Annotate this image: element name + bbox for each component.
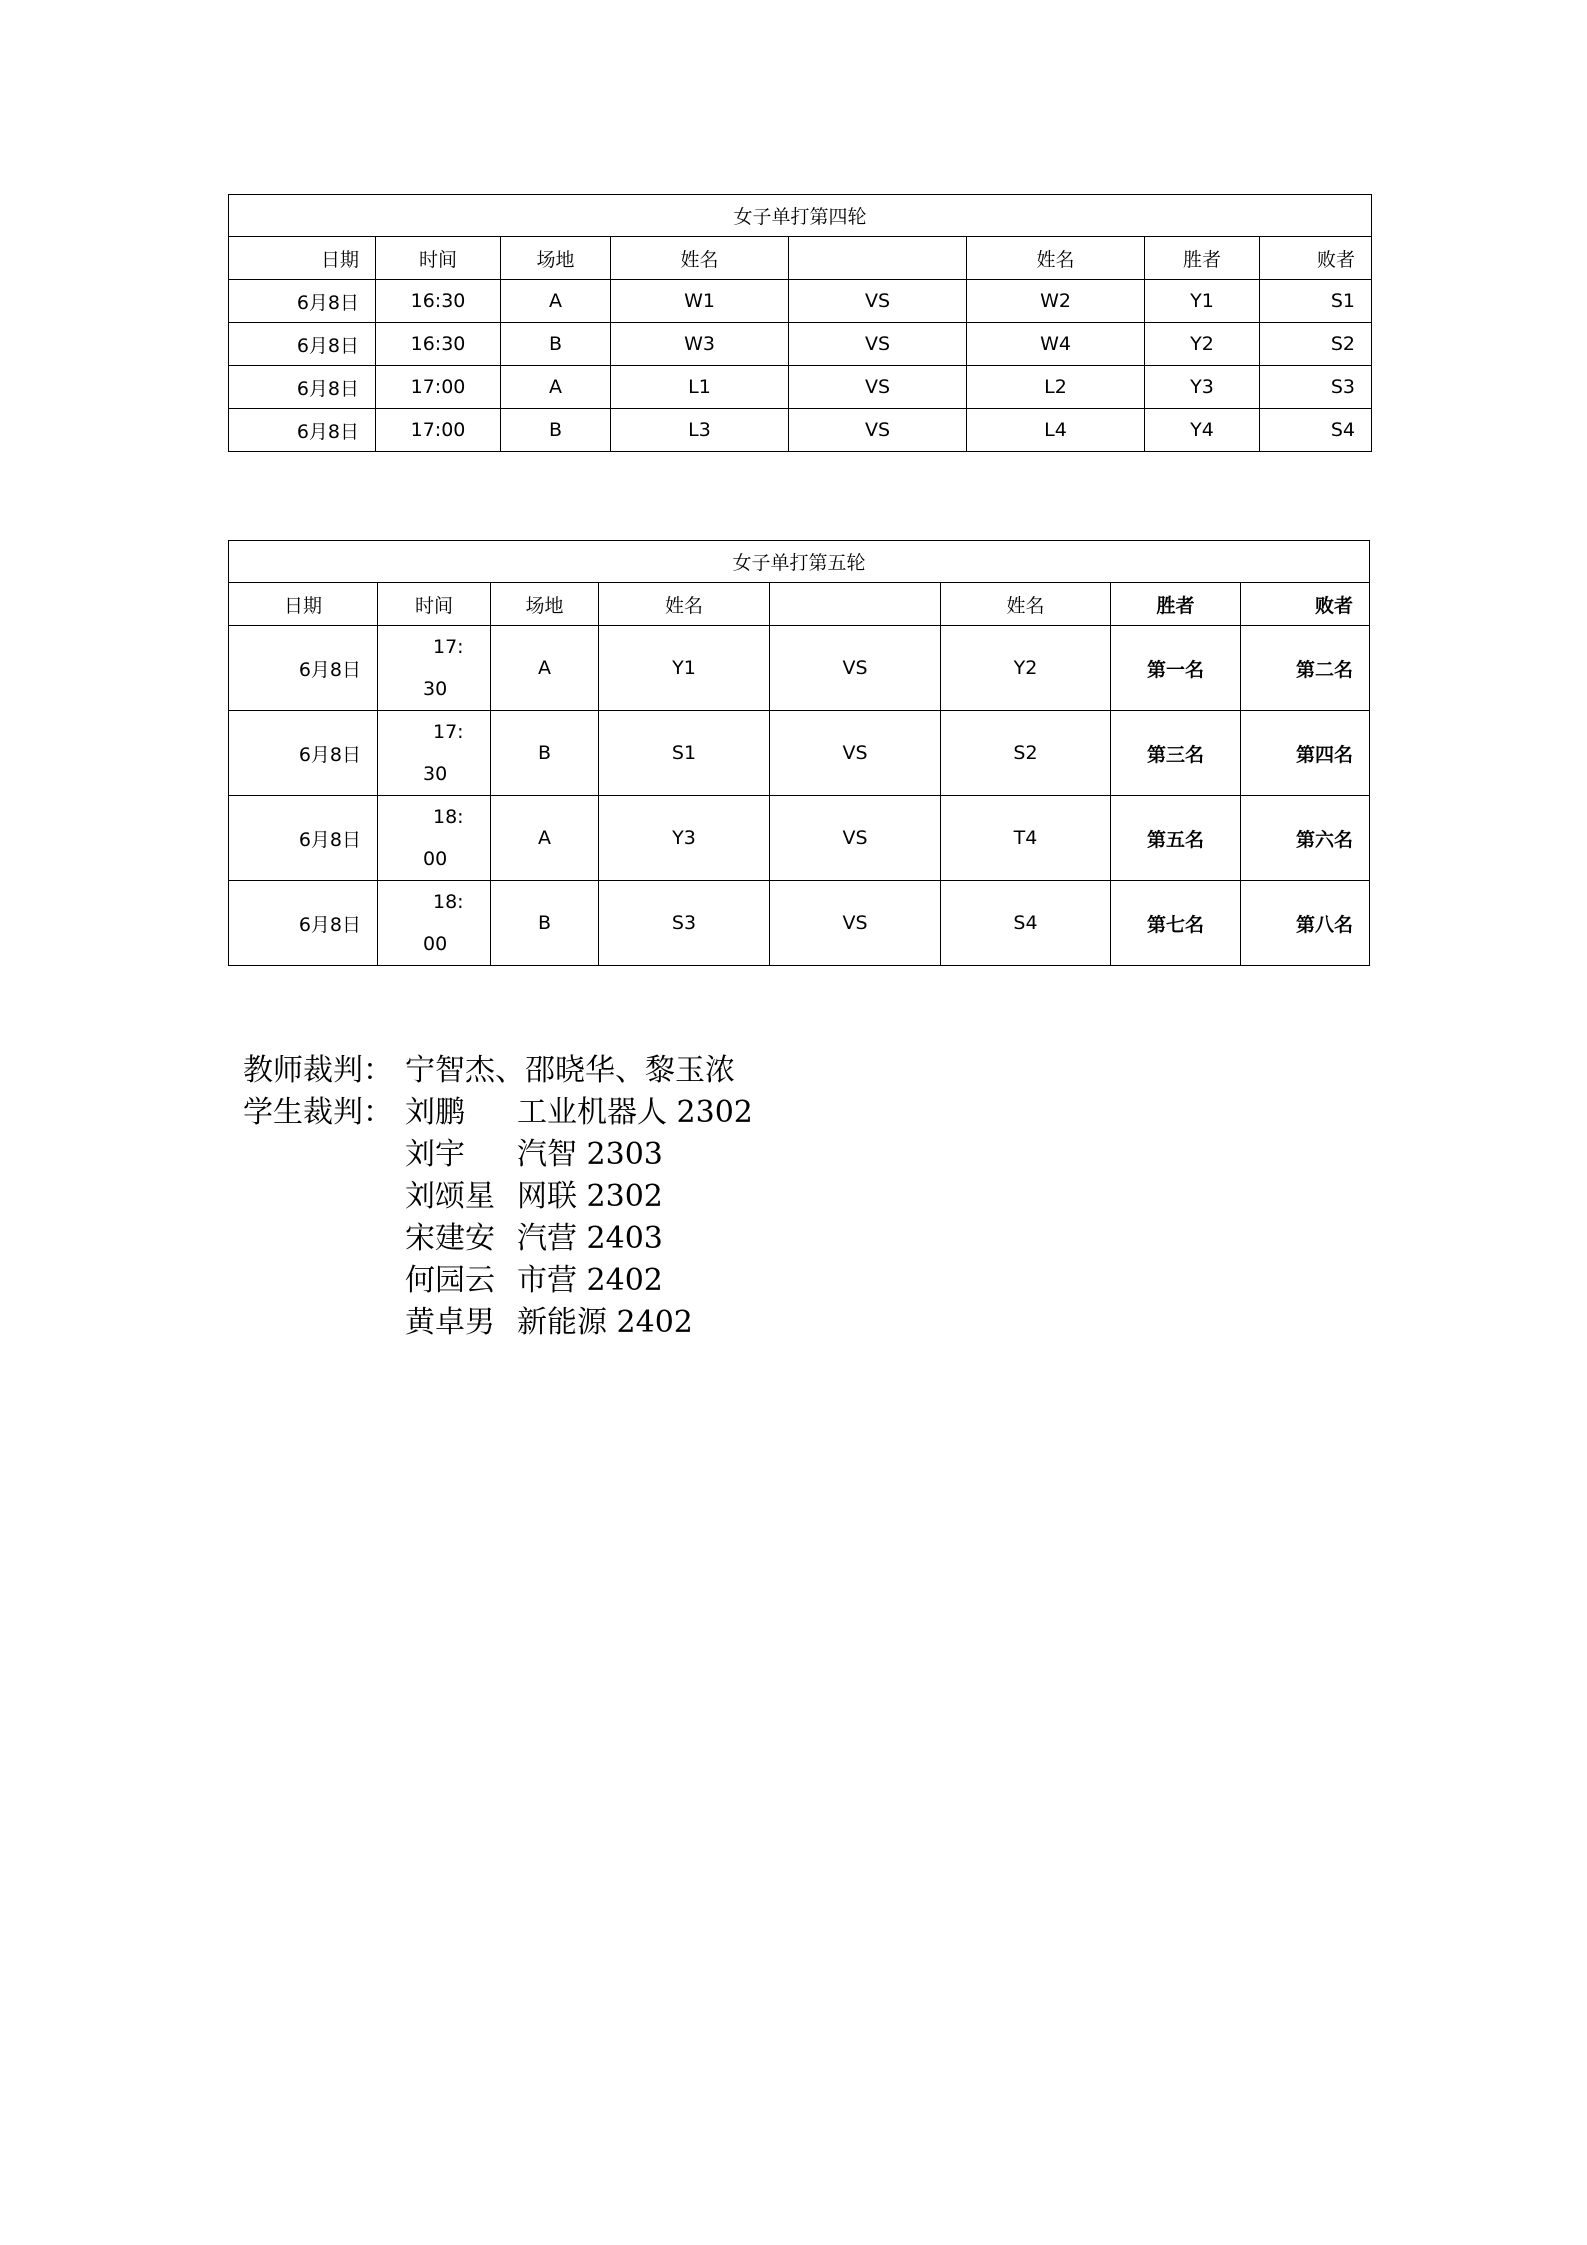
teacher-referees-names: 宁智杰、邵晓华、黎玉浓 bbox=[405, 1053, 735, 1088]
cell-player1: L1 bbox=[611, 366, 789, 409]
student-referee-class: 新能源 2402 bbox=[517, 1305, 693, 1340]
cell-player1: L3 bbox=[611, 409, 789, 452]
header-winner: 胜者 bbox=[1111, 583, 1241, 626]
round4-title: 女子单打第四轮 bbox=[229, 195, 1372, 237]
table-row bbox=[229, 366, 1372, 409]
cell-player1: S1 bbox=[599, 711, 770, 796]
round4-schedule-table bbox=[228, 194, 1372, 452]
cell-loser: 第六名 bbox=[1241, 796, 1370, 881]
cell-time: 16:30 bbox=[376, 323, 501, 366]
header-time: 时间 bbox=[378, 583, 491, 626]
cell-court: A bbox=[491, 626, 599, 711]
header-loser: 败者 bbox=[1260, 237, 1372, 280]
time-part: 17: bbox=[433, 636, 464, 658]
cell-player2: S4 bbox=[941, 881, 1111, 966]
table-row bbox=[229, 796, 1370, 881]
cell-time bbox=[378, 881, 491, 966]
cell-vs: VS bbox=[770, 711, 941, 796]
cell-date: 6月8日 bbox=[229, 881, 378, 966]
cell-loser: S2 bbox=[1260, 323, 1372, 366]
header-player1: 姓名 bbox=[611, 237, 789, 280]
cell-player2: T4 bbox=[941, 796, 1111, 881]
student-referee-line bbox=[243, 1134, 753, 1176]
cell-player1: S3 bbox=[599, 881, 770, 966]
cell-winner: 第三名 bbox=[1111, 711, 1241, 796]
table-row bbox=[229, 626, 1370, 711]
cell-vs: VS bbox=[789, 409, 967, 452]
header-court: 场地 bbox=[491, 583, 599, 626]
cell-court: A bbox=[491, 796, 599, 881]
cell-player2: S2 bbox=[941, 711, 1111, 796]
cell-player2: Y2 bbox=[941, 626, 1111, 711]
table-header-row bbox=[229, 583, 1370, 626]
cell-loser: S3 bbox=[1260, 366, 1372, 409]
cell-date: 6月8日 bbox=[229, 796, 378, 881]
student-referee-name: 宋建安 bbox=[405, 1221, 495, 1256]
cell-date: 6月8日 bbox=[229, 280, 376, 323]
cell-time: 17:00 bbox=[376, 366, 501, 409]
header-loser: 败者 bbox=[1241, 583, 1370, 626]
student-referee-class: 市营 2402 bbox=[517, 1263, 663, 1298]
student-referee-line bbox=[243, 1176, 753, 1218]
cell-player1: Y3 bbox=[599, 796, 770, 881]
cell-winner: Y4 bbox=[1145, 409, 1260, 452]
time-part: 30 bbox=[423, 763, 448, 785]
table-header-row bbox=[229, 237, 1372, 280]
student-referee-name: 刘鹏 bbox=[405, 1095, 465, 1130]
student-referee-class: 汽营 2403 bbox=[517, 1221, 663, 1256]
cell-player2: L2 bbox=[967, 366, 1145, 409]
header-court: 场地 bbox=[501, 237, 611, 280]
cell-loser: S4 bbox=[1260, 409, 1372, 452]
cell-court: B bbox=[491, 881, 599, 966]
header-player2: 姓名 bbox=[941, 583, 1111, 626]
header-player1: 姓名 bbox=[599, 583, 770, 626]
cell-date: 6月8日 bbox=[229, 366, 376, 409]
cell-winner: 第一名 bbox=[1111, 626, 1241, 711]
cell-date: 6月8日 bbox=[229, 626, 378, 711]
header-winner: 胜者 bbox=[1145, 237, 1260, 280]
cell-player2: W4 bbox=[967, 323, 1145, 366]
time-part: 18: bbox=[433, 891, 464, 913]
cell-vs: VS bbox=[770, 626, 941, 711]
cell-court: B bbox=[491, 711, 599, 796]
table-row bbox=[229, 280, 1372, 323]
cell-winner: Y1 bbox=[1145, 280, 1260, 323]
time-part: 17: bbox=[433, 721, 464, 743]
cell-loser: 第四名 bbox=[1241, 711, 1370, 796]
cell-vs: VS bbox=[789, 280, 967, 323]
cell-court: B bbox=[501, 409, 611, 452]
student-referee-class: 网联 2302 bbox=[517, 1179, 663, 1214]
cell-court: B bbox=[501, 323, 611, 366]
header-player2: 姓名 bbox=[967, 237, 1145, 280]
round5-schedule-table bbox=[228, 540, 1370, 966]
table-title-row bbox=[229, 541, 1370, 583]
student-referee-class: 工业机器人 2302 bbox=[517, 1095, 753, 1130]
cell-vs: VS bbox=[770, 881, 941, 966]
cell-winner: 第七名 bbox=[1111, 881, 1241, 966]
cell-time bbox=[378, 711, 491, 796]
cell-date: 6月8日 bbox=[229, 323, 376, 366]
table-row bbox=[229, 711, 1370, 796]
student-referee-name: 刘宇 bbox=[405, 1137, 465, 1172]
student-referee-name: 何园云 bbox=[405, 1263, 495, 1298]
student-referee-line bbox=[243, 1260, 753, 1302]
table-row bbox=[229, 323, 1372, 366]
header-date: 日期 bbox=[229, 237, 376, 280]
student-referee-line bbox=[243, 1092, 753, 1134]
header-blank bbox=[770, 583, 941, 626]
cell-player2: L4 bbox=[967, 409, 1145, 452]
table-title-row bbox=[229, 195, 1372, 237]
teacher-referees-label: 教师裁判： bbox=[243, 1053, 393, 1088]
time-part: 18: bbox=[433, 806, 464, 828]
cell-vs: VS bbox=[770, 796, 941, 881]
student-referee-class: 汽智 2303 bbox=[517, 1137, 663, 1172]
student-referee-line bbox=[243, 1218, 753, 1260]
cell-vs: VS bbox=[789, 366, 967, 409]
cell-loser: 第八名 bbox=[1241, 881, 1370, 966]
student-referees-label: 学生裁判： bbox=[243, 1095, 393, 1130]
cell-player1: W3 bbox=[611, 323, 789, 366]
cell-court: A bbox=[501, 280, 611, 323]
cell-loser: S1 bbox=[1260, 280, 1372, 323]
cell-date: 6月8日 bbox=[229, 409, 376, 452]
cell-time bbox=[378, 796, 491, 881]
header-date: 日期 bbox=[229, 583, 378, 626]
cell-time bbox=[378, 626, 491, 711]
referees-section bbox=[243, 1050, 753, 1344]
cell-time: 17:00 bbox=[376, 409, 501, 452]
table-row bbox=[229, 881, 1370, 966]
header-blank bbox=[789, 237, 967, 280]
time-part: 30 bbox=[423, 678, 448, 700]
cell-winner: Y2 bbox=[1145, 323, 1260, 366]
cell-winner: 第五名 bbox=[1111, 796, 1241, 881]
cell-loser: 第二名 bbox=[1241, 626, 1370, 711]
cell-vs: VS bbox=[789, 323, 967, 366]
cell-court: A bbox=[501, 366, 611, 409]
time-part: 00 bbox=[423, 933, 448, 955]
cell-player1: Y1 bbox=[599, 626, 770, 711]
student-referee-name: 黄卓男 bbox=[405, 1305, 495, 1340]
table-row bbox=[229, 409, 1372, 452]
student-referee-line bbox=[243, 1302, 753, 1344]
cell-time: 16:30 bbox=[376, 280, 501, 323]
round5-title: 女子单打第五轮 bbox=[229, 541, 1370, 583]
cell-player1: W1 bbox=[611, 280, 789, 323]
time-part: 00 bbox=[423, 848, 448, 870]
teacher-referees-line bbox=[243, 1050, 753, 1092]
cell-winner: Y3 bbox=[1145, 366, 1260, 409]
student-referee-name: 刘颂星 bbox=[405, 1179, 495, 1214]
cell-date: 6月8日 bbox=[229, 711, 378, 796]
cell-player2: W2 bbox=[967, 280, 1145, 323]
header-time: 时间 bbox=[376, 237, 501, 280]
